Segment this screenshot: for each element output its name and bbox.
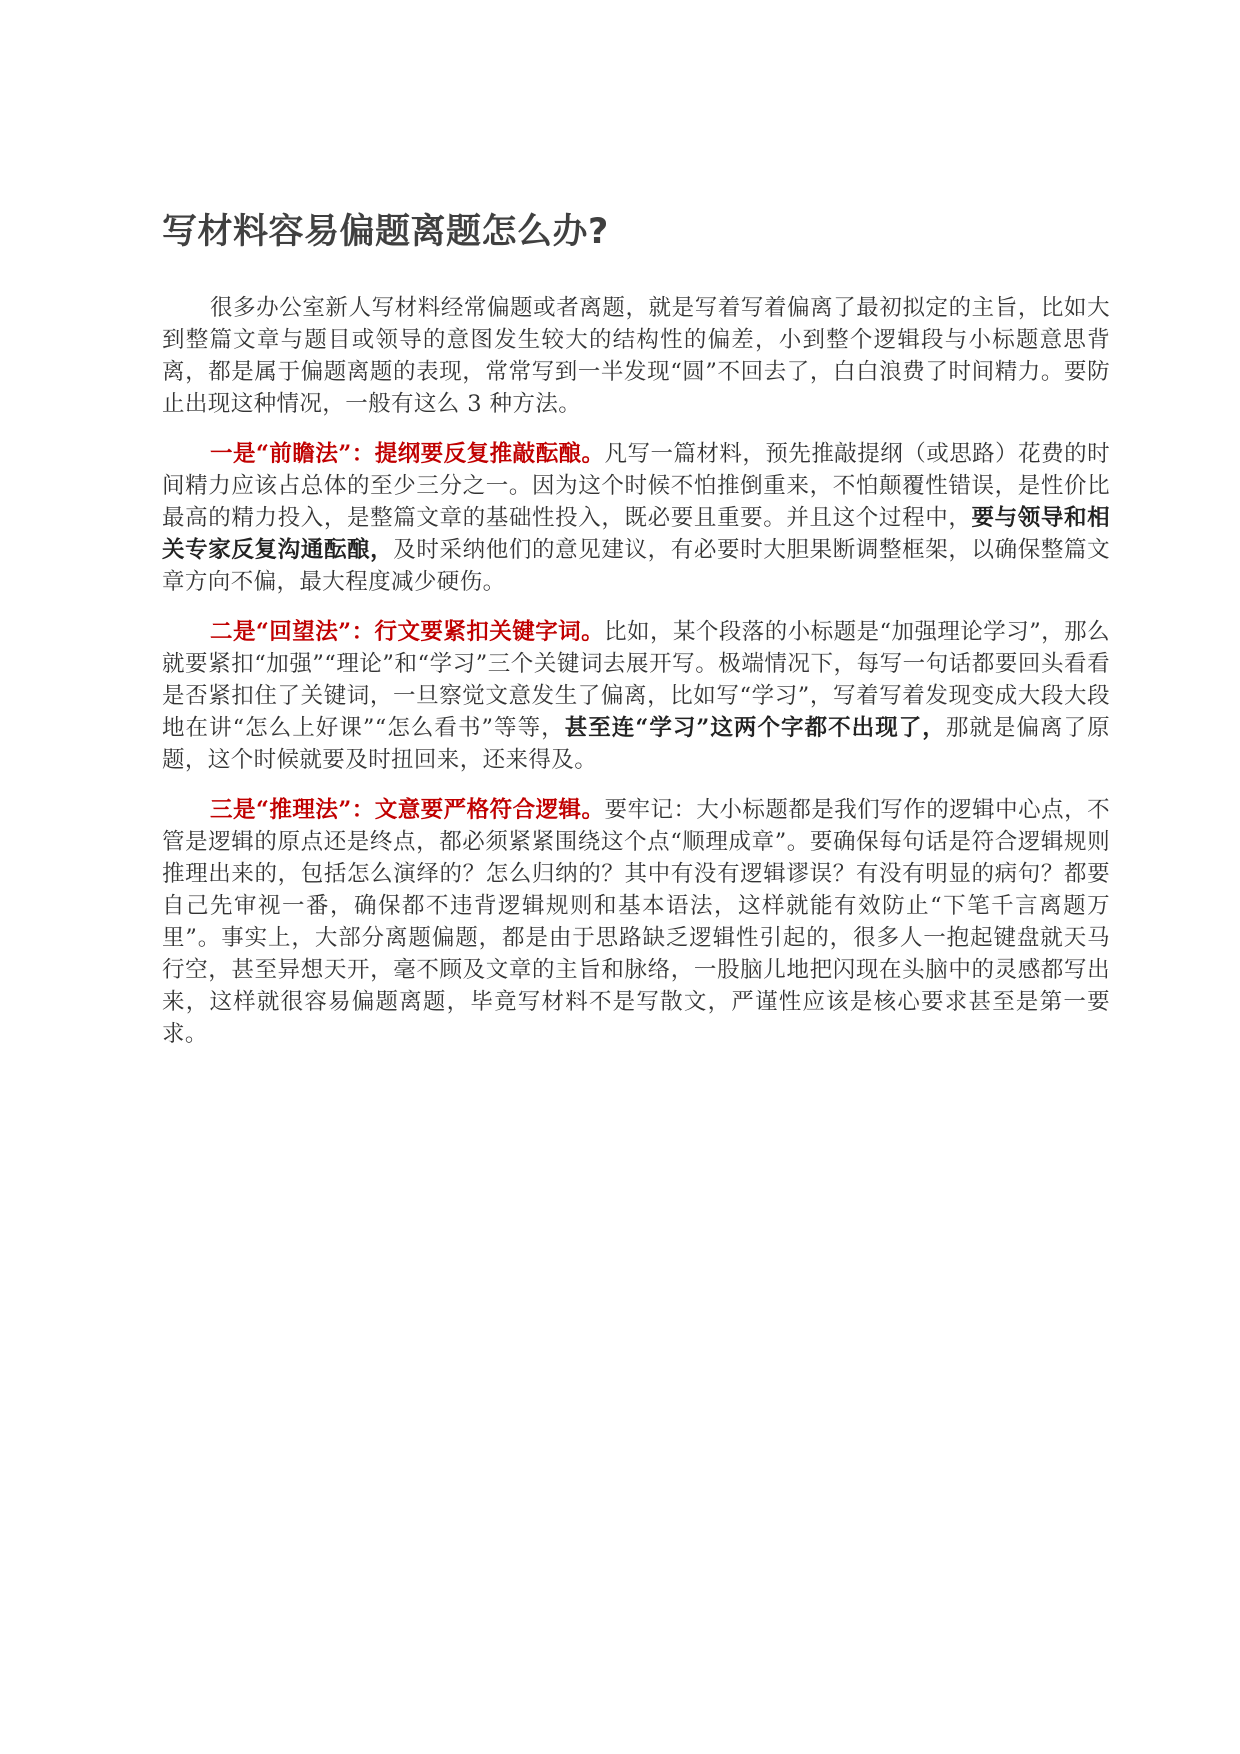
section-1-text-a: 凡写一篇材料，预先推敲提纲（或思路）花费的时间精力应该占总体的至少三分之一。因为这个时候不怕推倒重来，不怕颠覆性错误，是性价比最高的精力投入，是整篇文章的基础性投入，既必要且重要。并且这个过程中， bbox=[162, 441, 1110, 531]
document-body bbox=[162, 210, 1110, 1068]
page-title: 写材料容易偏题离题怎么办? bbox=[162, 212, 609, 252]
section-2-emphasis: 甚至连“学习”这两个字都不出现了， bbox=[564, 715, 946, 741]
section-2-paragraph bbox=[162, 616, 1110, 776]
section-3-lead: 三是“推理法”：文意要严格符合逻辑。 bbox=[210, 797, 605, 823]
section-2-lead: 二是“回望法”：行文要紧扣关键字词。 bbox=[210, 619, 605, 645]
section-2-text-a: 比如，某个段落的小标题是“加强理论学习”，那么就要紧扣“加强”“理论”和“学习”三个关键词去展开写。极端情况下，每写一句话都要回头看看是否紧扣住了关键词，一旦察觉文意发生了偏离，比如写“学习”，写着写着发现变成大段大段地在讲“怎么上好课”“怎么看书”等等， bbox=[162, 619, 1110, 741]
intro-paragraph: 很多办公室新人写材料经常偏题或者离题，就是写着写着偏离了最初拟定的主旨，比如大到整篇文章与题目或领导的意图发生较大的结构性的偏差，小到整个逻辑段与小标题意思背离，都是属于偏题离题的表现，常常写到一半发现“圆”不回去了，白白浪费了时间精力。要防止出现这种情况，一般有这么 3 种方法。 bbox=[162, 295, 1110, 417]
section-3-text-a: 要牢记：大小标题都是我们写作的逻辑中心点，不管是逻辑的原点还是终点，都必须紧紧围绕这个点“顺理成章”。要确保每句话是符合逻辑规则推理出来的，包括怎么演绎的？怎么归纳的？其中有没有逻辑谬误？有没有明显的病句？都要自己先审视一番，确保都不违背逻辑规则和基本语法，这样就能有效防止“下笔千言离题万里”。事实上，大部分离题偏题，都是由于思路缺乏逻辑性引起的，很多人一抱起键盘就天马行空，甚至异想天开，毫不顾及文章的主旨和脉络，一股脑儿地把闪现在头脑中的灵感都写出来，这样就很容易偏题离题，毕竟写材料不是写散文，严谨性应该是核心要求甚至是第一要求。 bbox=[162, 797, 1110, 1047]
section-2-text-b: 那就是偏离了原题，这个时候就要及时扭回来，还来得及。 bbox=[162, 715, 1110, 773]
section-1-emphasis: 要与领导和相关专家反复沟通酝酿， bbox=[162, 505, 1110, 563]
section-1-text-b: 及时采纳他们的意见建议，有必要时大胆果断调整框架，以确保整篇文章方向不偏，最大程度减少硬伤。 bbox=[162, 537, 1110, 595]
section-3-paragraph bbox=[162, 794, 1110, 1050]
section-1-paragraph bbox=[162, 438, 1110, 598]
section-1-lead: 一是“前瞻法”：提纲要反复推敲酝酿。 bbox=[210, 441, 605, 467]
